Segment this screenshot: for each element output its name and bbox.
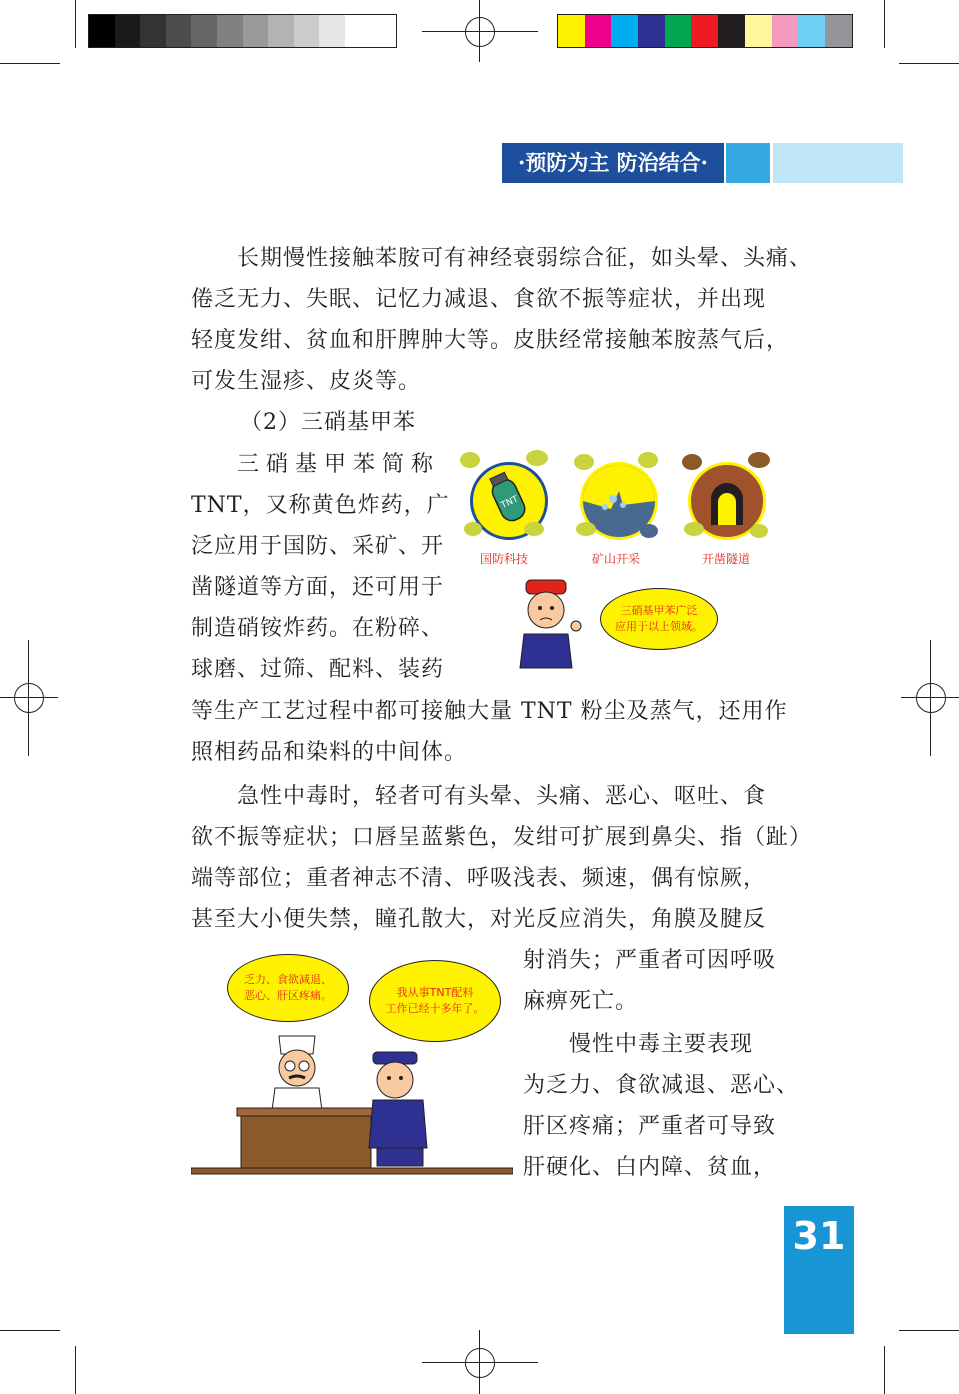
registration-mark	[916, 683, 946, 713]
registration-line	[930, 640, 931, 756]
smoke-puff	[576, 522, 596, 536]
tnt-uses-illustration	[458, 450, 788, 680]
crop-mark	[899, 63, 959, 64]
speech-line: 工作已经十多年了。	[385, 1002, 485, 1015]
consultation-scene	[191, 1028, 513, 1182]
paragraph-line: 可发生湿疹、皮炎等。	[191, 369, 422, 394]
smoke-puff	[524, 522, 544, 536]
paragraph-line: 射消失；严重者可因呼吸	[523, 948, 777, 973]
paragraph-line: 凿隧道等方面，还可用于	[191, 575, 445, 600]
smoke-puff	[574, 454, 594, 470]
caption-mining: 矿山开采	[592, 552, 641, 566]
registration-line	[422, 1362, 538, 1363]
smoke-puff	[464, 522, 482, 536]
crop-mark	[0, 63, 60, 64]
speech-line: 恶心、肝区疼痛。	[244, 989, 332, 1002]
tnt-label: TNT	[499, 494, 520, 512]
smoke-puff	[638, 452, 658, 468]
grayscale-calibration-bar	[88, 14, 397, 48]
worker-speech-bubble	[600, 588, 718, 650]
smoke-puff	[750, 524, 768, 538]
paragraph-line: 肝硬化、白内障、贫血，	[523, 1155, 777, 1180]
speech-line: 我从事TNT配料	[396, 986, 474, 999]
paragraph-line: 肝区疼痛；严重者可导致	[523, 1114, 777, 1139]
smoke-puff	[748, 452, 770, 468]
smoke-puff	[460, 452, 480, 468]
registration-line	[422, 31, 538, 32]
speech-line: 应用于以上领域。	[615, 620, 703, 633]
section-subheading: （2）三硝基甲苯	[240, 410, 416, 435]
paragraph-line: 球磨、过筛、配料、装药	[191, 657, 445, 682]
crop-mark	[884, 0, 885, 48]
crop-mark	[75, 0, 76, 48]
color-calibration-bar	[557, 14, 853, 48]
registration-mark	[14, 683, 44, 713]
registration-line	[479, 1330, 480, 1394]
paragraph-line: 等生产工艺过程中都可接触大量 TNT 粉尘及蒸气，还用作	[191, 699, 788, 724]
smoke-puff	[684, 522, 704, 536]
doctor-consultation-illustration	[191, 948, 513, 1182]
paragraph-line: 为乏力、食欲减退、恶心、	[523, 1073, 800, 1098]
paragraph-line: 麻痹死亡。	[523, 989, 639, 1014]
crop-mark	[0, 1330, 60, 1331]
paragraph-line: 端等部位；重者神志不清、呼吸浅表、频速，偶有惊厥，	[191, 866, 767, 891]
crop-mark	[75, 1346, 76, 1394]
paragraph-line: 慢性中毒主要表现	[569, 1032, 754, 1057]
paragraph-line: 制造硝铵炸药。在粉碎、	[191, 616, 445, 641]
header-accent-block	[726, 143, 770, 183]
paragraph-line: 三 硝 基 甲 苯 简 称	[237, 452, 433, 477]
paragraph-line: TNT，又称黄色炸药，广	[191, 493, 450, 518]
section-header: ·预防为主 防治结合·	[502, 143, 724, 183]
page-number: 31	[784, 1206, 854, 1334]
crop-mark	[899, 1330, 959, 1331]
paragraph-line: 急性中毒时，轻者可有头晕、头痛、恶心、呕吐、食	[237, 784, 767, 809]
paragraph-line: 欲不振等症状；口唇呈蓝紫色，发绀可扩展到鼻尖、指（趾）	[191, 825, 813, 850]
paragraph-line: 倦乏无力、失眠、记忆力减退、食欲不振等症状，并出现	[191, 287, 767, 312]
registration-line	[28, 640, 29, 756]
crop-mark	[884, 1346, 885, 1394]
registration-mark	[465, 17, 495, 47]
caption-tunnel: 开凿隧道	[702, 552, 751, 566]
registration-line	[0, 697, 58, 698]
smoke-puff	[526, 450, 548, 466]
registration-mark	[465, 1348, 495, 1378]
speech-line: 乏力、食欲减退、	[244, 973, 332, 986]
paragraph-line: 长期慢性接触苯胺可有神经衰弱综合征，如头晕、头痛、	[237, 246, 813, 271]
header-accent-block	[773, 143, 903, 183]
worker-cartoon	[514, 578, 584, 674]
registration-line	[479, 0, 480, 62]
paragraph-line: 轻度发绀、贫血和肝脾肿大等。皮肤经常接触苯胺蒸气后，	[191, 328, 790, 353]
paragraph-line: 泛应用于国防、采矿、开	[191, 534, 445, 559]
speech-line: 三硝基甲苯广泛	[620, 604, 698, 617]
smoke-puff	[640, 524, 658, 538]
paragraph-line: 照相药品和染料的中间体。	[191, 740, 468, 765]
smoke-puff	[682, 454, 702, 470]
paragraph-line: 甚至大小便失禁，瞳孔散大，对光反应消失，角膜及腱反	[191, 907, 767, 932]
caption-defense: 国防科技	[480, 552, 529, 566]
doctor-speech-bubble	[227, 954, 349, 1022]
